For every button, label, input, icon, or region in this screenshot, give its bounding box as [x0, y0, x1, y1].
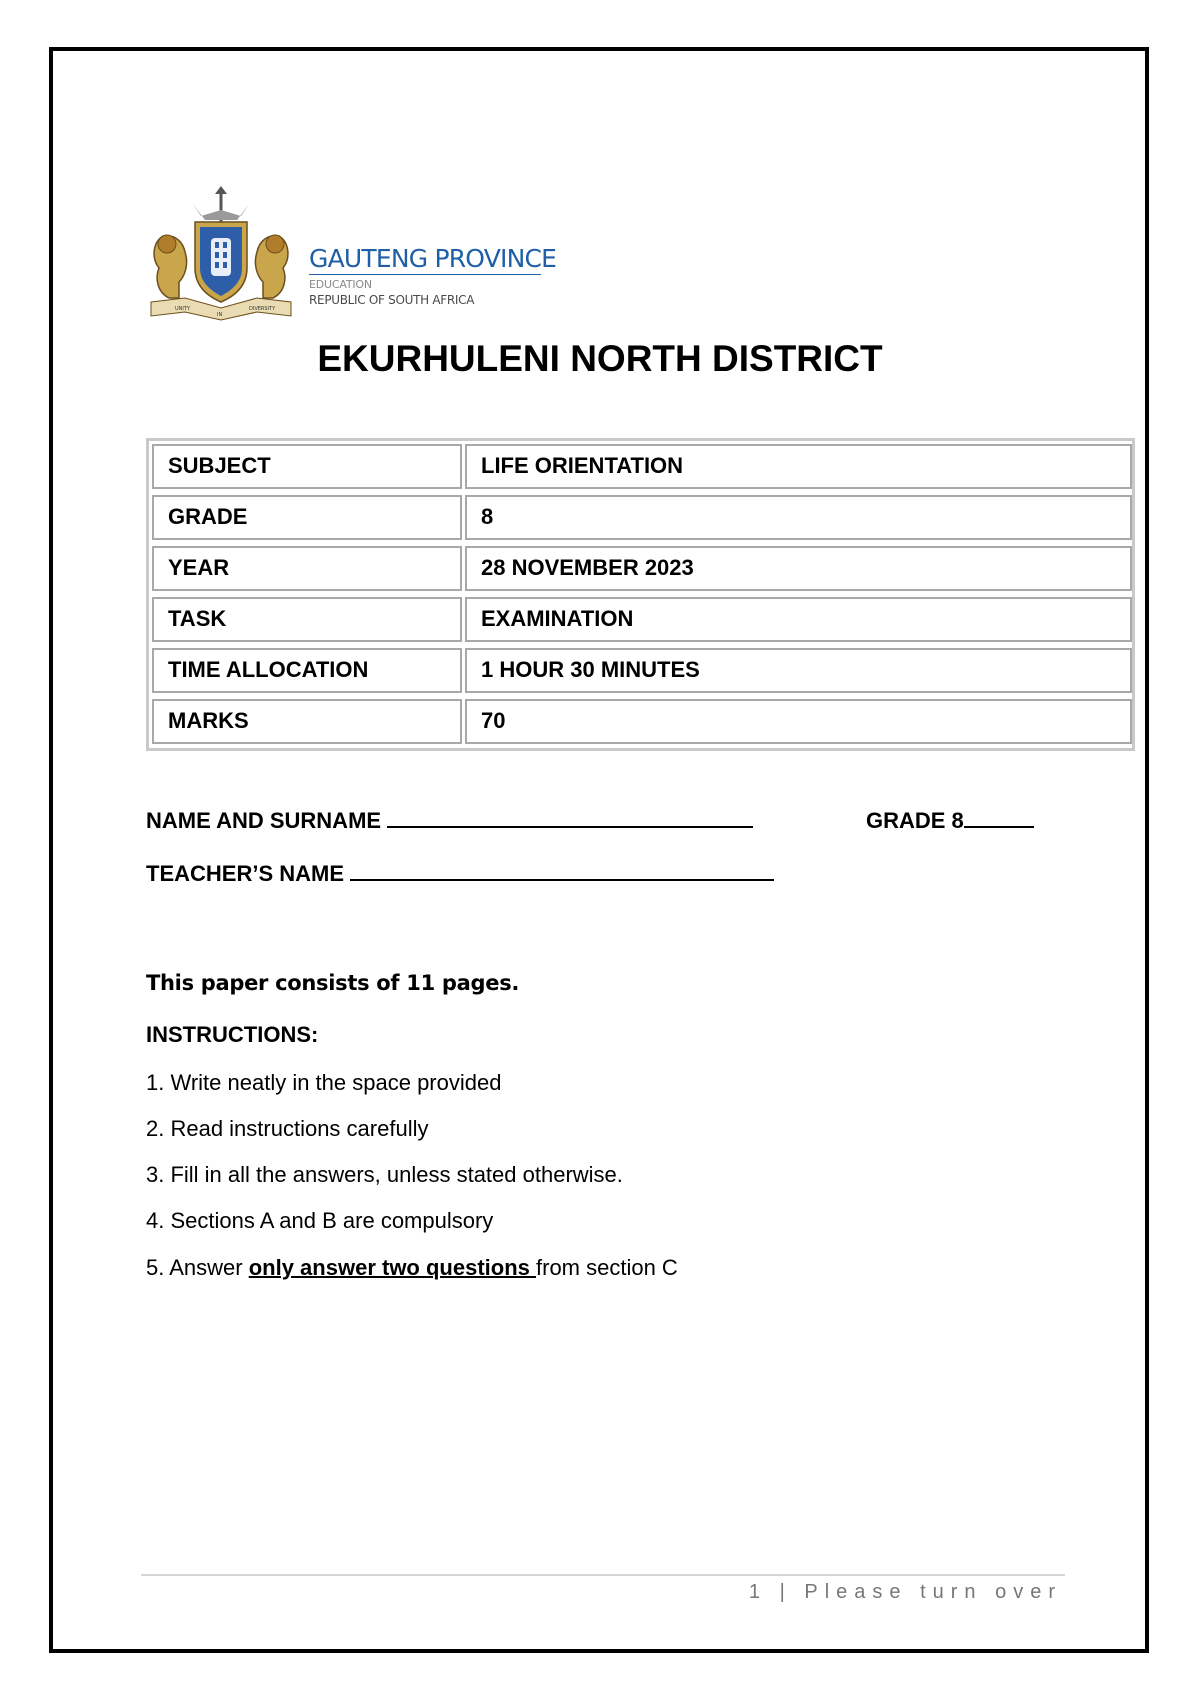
table-value: 28 NOVEMBER 2023	[465, 546, 1132, 591]
table-row	[152, 546, 1132, 591]
name-surname-blank[interactable]	[387, 808, 753, 828]
svg-text:UNITY: UNITY	[175, 306, 190, 312]
instruction-5-suffix: from section C	[536, 1255, 678, 1280]
pages-note: This paper consists of 11 pages.	[146, 971, 520, 995]
footer-divider	[141, 1574, 1065, 1576]
grade-field[interactable]	[866, 808, 1034, 834]
logo-wordmark	[309, 244, 556, 308]
table-row	[152, 597, 1132, 642]
instruction-5-prefix: 5. Answer	[146, 1255, 249, 1280]
instruction-item: 3. Fill in all the answers, unless stated otherwise.	[146, 1162, 623, 1187]
table-label: GRADE	[152, 495, 462, 540]
logo-province-name: GAUTENG PROVINCE	[309, 244, 557, 273]
svg-text:DIVERSITY: DIVERSITY	[249, 306, 276, 312]
name-surname-field[interactable]	[146, 808, 753, 834]
table-value: LIFE ORIENTATION	[465, 444, 1132, 489]
svg-text:IN: IN	[217, 312, 223, 318]
table-value: 70	[465, 699, 1132, 744]
table-row	[152, 648, 1132, 693]
table-row	[152, 495, 1132, 540]
grade-label: GRADE 8	[866, 808, 964, 833]
table-label: TASK	[152, 597, 462, 642]
district-title: EKURHULENI NORTH DISTRICT	[317, 338, 883, 379]
gauteng-education-logo	[145, 186, 557, 322]
teacher-name-label: TEACHER’S NAME	[146, 861, 345, 886]
table-value: 8	[465, 495, 1132, 540]
table-label: YEAR	[152, 546, 462, 591]
logo-rule	[309, 274, 541, 275]
info-table	[146, 438, 1135, 751]
page-footer: 1 | Please turn over	[748, 1581, 1062, 1603]
instruction-item: 4. Sections A and B are compulsory	[146, 1208, 494, 1233]
teacher-name-blank[interactable]	[350, 861, 774, 881]
instruction-item	[146, 1255, 678, 1281]
table-row	[152, 444, 1132, 489]
instruction-item: 1. Write neatly in the space provided	[146, 1070, 502, 1095]
table-value: 1 HOUR 30 MINUTES	[465, 648, 1132, 693]
table-value: EXAMINATION	[465, 597, 1132, 642]
instruction-5-emphasis: only answer two questions	[248, 1255, 536, 1280]
table-label: SUBJECT	[152, 444, 462, 489]
name-surname-label: NAME AND SURNAME	[146, 808, 382, 833]
coat-of-arms-icon	[145, 186, 305, 322]
table-label: TIME ALLOCATION	[152, 648, 462, 693]
logo-country: REPUBLIC OF SOUTH AFRICA	[309, 293, 475, 307]
instruction-item: 2. Read instructions carefully	[146, 1116, 429, 1141]
logo-department: EDUCATION	[309, 278, 372, 291]
table-label: MARKS	[152, 699, 462, 744]
grade-blank[interactable]	[964, 808, 1034, 828]
instructions-heading: INSTRUCTIONS:	[146, 1022, 319, 1047]
teacher-name-field[interactable]	[146, 861, 774, 887]
table-row	[152, 699, 1132, 744]
